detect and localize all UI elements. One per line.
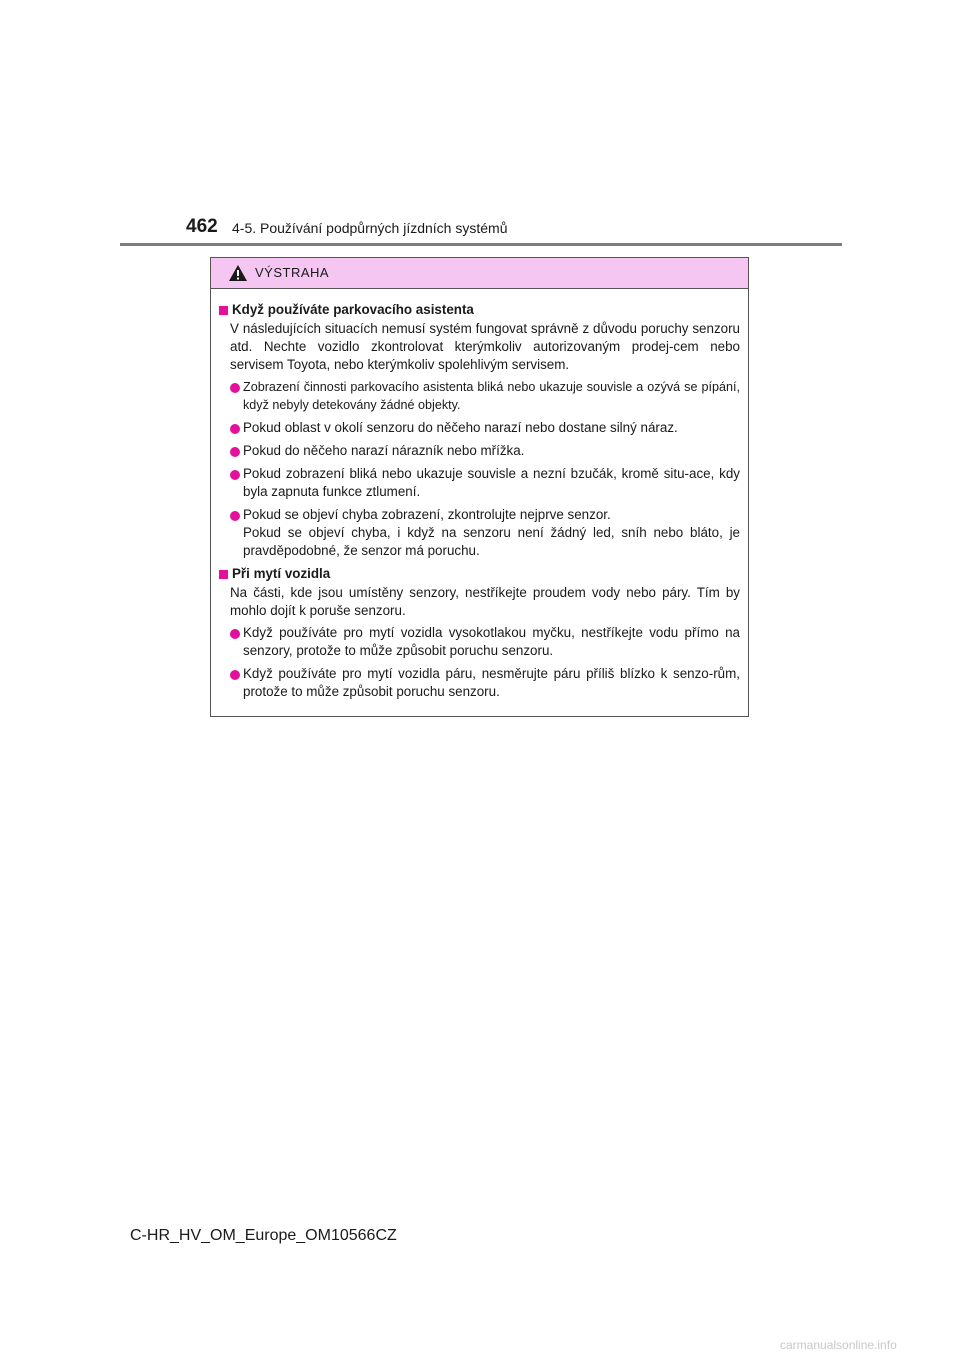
list-item-text: Když používáte pro mytí vozidla páru, nesměrujte páru příliš blízko k senzo-rům, protože to může způsobit poruchu senzoru. — [243, 666, 740, 699]
list-item — [219, 624, 740, 660]
round-bullet-icon — [230, 424, 240, 434]
section-intro: V následujících situacích nemusí systém fungovat správně z důvodu poruchy senzoru atd. Nechte vozidlo zkontrolovat kterýmkoliv autorizovaným prodej-cem nebo servisem Toyota, nebo kterýmkoliv spolehlivým servisem. — [230, 321, 740, 372]
warning-content — [211, 289, 748, 701]
section-heading-text: Při mytí vozidla — [232, 566, 331, 581]
list-item — [219, 419, 740, 437]
round-bullet-icon — [230, 670, 240, 680]
list-item — [219, 465, 740, 501]
list-item-text: Pokud oblast v okolí senzoru do něčeho narazí nebo dostane silný náraz. — [243, 420, 678, 435]
section-title: 4-5. Používání podpůrných jízdních systémů — [232, 220, 508, 236]
round-bullet-icon — [230, 383, 240, 393]
list-item — [219, 442, 740, 460]
list-item-text: Pokud zobrazení bliká nebo ukazuje souvisle a nezní bzučák, kromě situ-ace, kdy byla zapnuta funkce ztlumení. — [243, 466, 740, 499]
warning-title: VÝSTRAHA — [255, 265, 330, 280]
list-item-text: Zobrazení činnosti parkovacího asistenta bliká nebo ukazuje souvisle a ozývá se pípání, když nebyly detekovány žádné objekty. — [243, 380, 740, 412]
warning-header — [211, 258, 748, 289]
round-bullet-icon — [230, 629, 240, 639]
page-number: 462 — [186, 216, 218, 237]
square-bullet-icon — [219, 570, 228, 579]
square-bullet-icon — [219, 306, 228, 315]
page-header — [0, 0, 960, 250]
header-divider — [120, 243, 842, 246]
section-heading-text: Když používáte parkovacího asistenta — [232, 302, 474, 317]
warning-box — [210, 257, 749, 717]
list-item — [219, 378, 740, 414]
watermark: carmanualsonline.info — [780, 1338, 897, 1352]
section-car-wash — [219, 565, 740, 701]
bullet-list — [219, 378, 740, 560]
list-item-text: Pokud se objeví chyba zobrazení, zkontrolujte nejprve senzor. — [243, 507, 611, 522]
list-item — [219, 665, 740, 701]
section-parking-assist — [219, 301, 740, 560]
section-intro: Na části, kde jsou umístěny senzory, nestříkejte proudem vody nebo páry. Tím by mohlo dojít k poruše senzoru. — [230, 585, 740, 618]
warning-triangle-icon — [228, 264, 248, 282]
round-bullet-icon — [230, 511, 240, 521]
list-item — [219, 506, 740, 560]
bullet-list — [219, 624, 740, 701]
round-bullet-icon — [230, 470, 240, 480]
section-heading — [219, 565, 740, 583]
list-item-text: Když používáte pro mytí vozidla vysokotlakou myčku, nestříkejte vodu přímo na senzory, protože to může způsobit poruchu senzoru. — [243, 625, 740, 658]
round-bullet-icon — [230, 447, 240, 457]
document-code: C-HR_HV_OM_Europe_OM10566CZ — [130, 1227, 397, 1244]
list-item-text: Pokud se objeví chyba, i když na senzoru není žádný led, sníh nebo bláto, je pravděpodobné, že senzor má poruchu. — [243, 525, 740, 558]
section-heading — [219, 301, 740, 319]
list-item-text: Pokud do něčeho narazí nárazník nebo mřížka. — [243, 443, 525, 458]
